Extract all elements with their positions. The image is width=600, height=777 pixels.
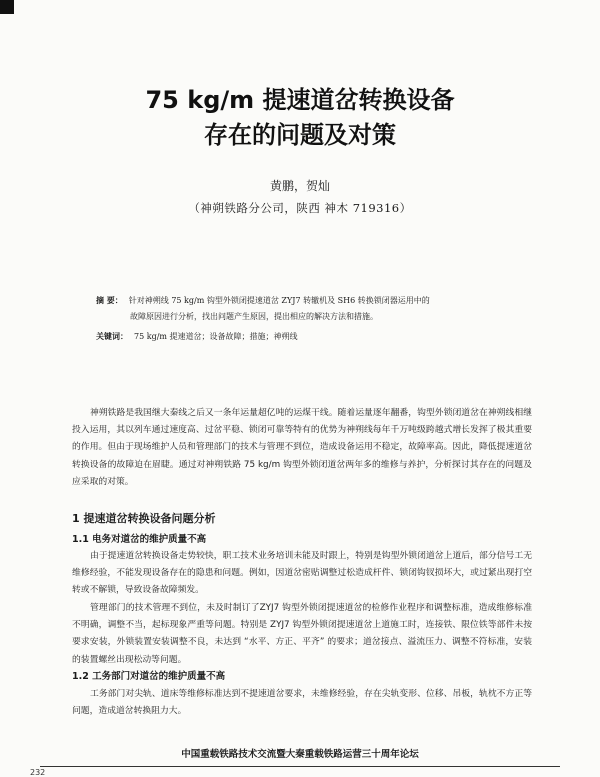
- section-1-2-paragraph-1: 工务部门对尖轨、道床等维修标准达到不提速道岔要求，未维修经验，存在尖轨变形、位移、吊板，轨枕不方正等问题，造成道岔转换阻力大。: [72, 689, 532, 717]
- affiliation: （神朔铁路分公司，陕西 神木 719316）: [188, 201, 412, 215]
- scan-edge-mark: [0, 0, 14, 14]
- abstract-line-2: [96, 309, 536, 325]
- abstract-text-1: 针对神朔线 75 kg/m 钩型外锁闭提速道岔 ZYJ7 转辙机及 SH6 转换锁闭器运用中的: [128, 296, 430, 305]
- keywords-label: 关键词：: [96, 332, 128, 341]
- page-number: 232: [30, 768, 46, 777]
- section-1-1-heading: 1.1 电务对道岔的维护质量不高: [72, 534, 207, 545]
- section-1-heading: 1 提速道岔转换设备问题分析: [72, 512, 216, 525]
- footer-rule: [40, 766, 560, 767]
- paper-title-line2: 存在的问题及对策: [204, 121, 396, 149]
- keywords: [96, 329, 536, 345]
- intro-paragraph: 神朔铁路是我国继大秦线之后又一条年运量超亿吨的运煤干线。随着运量逐年翻番，钩型外锁闭道岔在神朔线相继投入运用，其以列车通过速度高、过岔平稳、锁闭可靠等特有的优势为神朔线每年千万吨级跨越式增长发挥了极其重要的作用。但由于现场维护人员和管理部门的技术与管理不到位，造成设备运用不稳定，故障率高。因此，降低提速道岔转换设备的故障迫在眉睫。通过对神朔铁路 75 kg/m 钩型外锁闭道岔两年多的维修与养护，分析探讨其存在的问题及应采取的对策。: [72, 408, 532, 487]
- section-1-1-paragraph-2: 管理部门的技术管理不到位，未及时制订了ZYJ7 钩型外锁闭提速道岔的检修作业程序和调整标准，造成维修标准不明确，调整不当，起标现象严重等问题。特别是 ZYJ7 钩型外锁闭提速道岔上道施工时，连接铁、限位铁等部件未按要求安装，外锁装置安装调整不良，未达到 “水平、方正、平齐” 的要求；道岔接点、溢流压力、调整不符标准，安装的装置螺丝出现松动等问题。: [72, 603, 532, 665]
- section-1-2-heading: 1.2 工务部门对道岔的维护质量不高: [72, 671, 226, 682]
- keywords-text: 75 kg/m 提速道岔；设备故障；措施；神朔线: [134, 332, 298, 341]
- footer-conference: 中国重载铁路技术交流暨大秦重载铁路运营三十周年论坛: [181, 749, 419, 760]
- section-1-1-paragraph-1: 由于提速道岔转换设备走势较快，职工技术业务培训未能及时跟上，特别是钩型外锁闭道岔上道后，部分信号工无维修经验，不能发现设备存在的隐患和问题。例如，因道岔密贴调整过松造成杆件、锁闭钩钗损坏大，或过紧出现打空转或不解锁，导致设备故障频发。: [72, 551, 532, 596]
- abstract-text-2: 故障原因进行分析，找出问题产生原因，提出相应的解决方法和措施。: [130, 312, 378, 321]
- abstract-line-1: [96, 293, 536, 309]
- abstract-label: 摘 要：: [96, 296, 123, 305]
- authors: 黄鹏，贺灿: [269, 179, 330, 193]
- paper-title-line1: 75 kg/m 提速道岔转换设备: [145, 86, 455, 114]
- abstract: [96, 293, 536, 325]
